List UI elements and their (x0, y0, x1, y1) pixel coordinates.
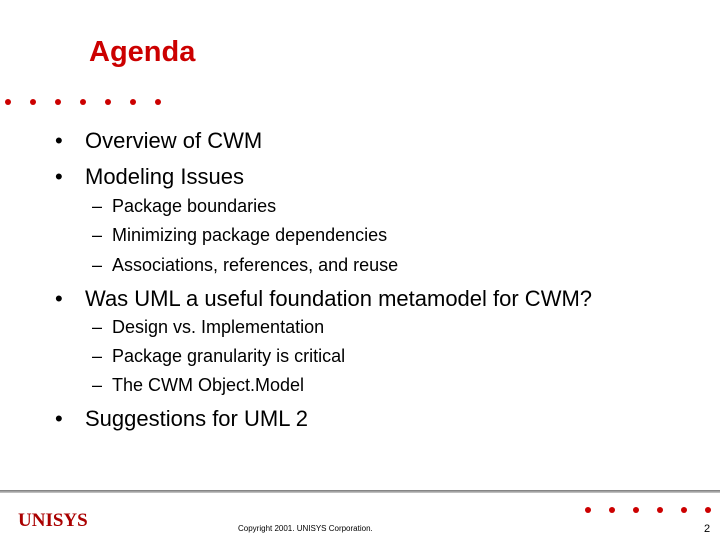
sub-bullet-text: Associations, references, and reuse (112, 255, 399, 275)
dot (55, 99, 61, 105)
copyright-text: Copyright 2001. UNISYS Corporation. (238, 524, 373, 533)
dot (130, 99, 136, 105)
bullet-mark: • (55, 128, 63, 153)
bullet-text: Was UML a useful foundation metamodel for CWM? (85, 286, 593, 311)
bullet-text: Modeling Issues (85, 164, 244, 189)
footer-divider (0, 490, 720, 493)
dot (155, 99, 161, 105)
dot (80, 99, 86, 105)
slide-title: Agenda (89, 36, 196, 68)
sub-bullet-mark: – (92, 317, 103, 337)
bullet-mark: • (55, 286, 63, 311)
sub-bullet-item (92, 375, 304, 396)
sub-bullet-text: Package boundaries (112, 196, 277, 216)
page-number: 2 (704, 523, 711, 535)
dot (105, 99, 111, 105)
sub-bullet-item (92, 317, 324, 338)
bullet-item (55, 406, 308, 432)
bullet-mark: • (55, 406, 63, 431)
decorative-dots-top (5, 99, 161, 105)
dot (681, 507, 687, 513)
sub-bullet-mark: – (92, 346, 103, 366)
decorative-dots-bottom (585, 507, 711, 513)
dot (657, 507, 663, 513)
bullet-item (55, 286, 592, 312)
sub-bullet-item (92, 255, 398, 276)
sub-bullet-mark: – (92, 196, 103, 216)
dot (5, 99, 11, 105)
dot (705, 507, 711, 513)
sub-bullet-text: Package granularity is critical (112, 346, 346, 366)
sub-bullet-mark: – (92, 255, 103, 275)
dot (633, 507, 639, 513)
sub-bullet-text: The CWM Object.Model (112, 375, 305, 395)
bullet-item (55, 164, 244, 190)
bullet-item (55, 128, 262, 154)
unisys-logo: UNISYS (18, 510, 88, 531)
sub-bullet-item (92, 346, 345, 367)
bullet-text: Suggestions for UML 2 (85, 406, 308, 431)
sub-bullet-text: Minimizing package dependencies (112, 225, 388, 245)
dot (585, 507, 591, 513)
sub-bullet-text: Design vs. Implementation (112, 317, 325, 337)
bullet-text: Overview of CWM (85, 128, 263, 153)
sub-bullet-item (92, 196, 276, 217)
dot (30, 99, 36, 105)
sub-bullet-mark: – (92, 375, 103, 395)
sub-bullet-mark: – (92, 225, 103, 245)
sub-bullet-item (92, 225, 387, 246)
bullet-mark: • (55, 164, 63, 189)
dot (609, 507, 615, 513)
